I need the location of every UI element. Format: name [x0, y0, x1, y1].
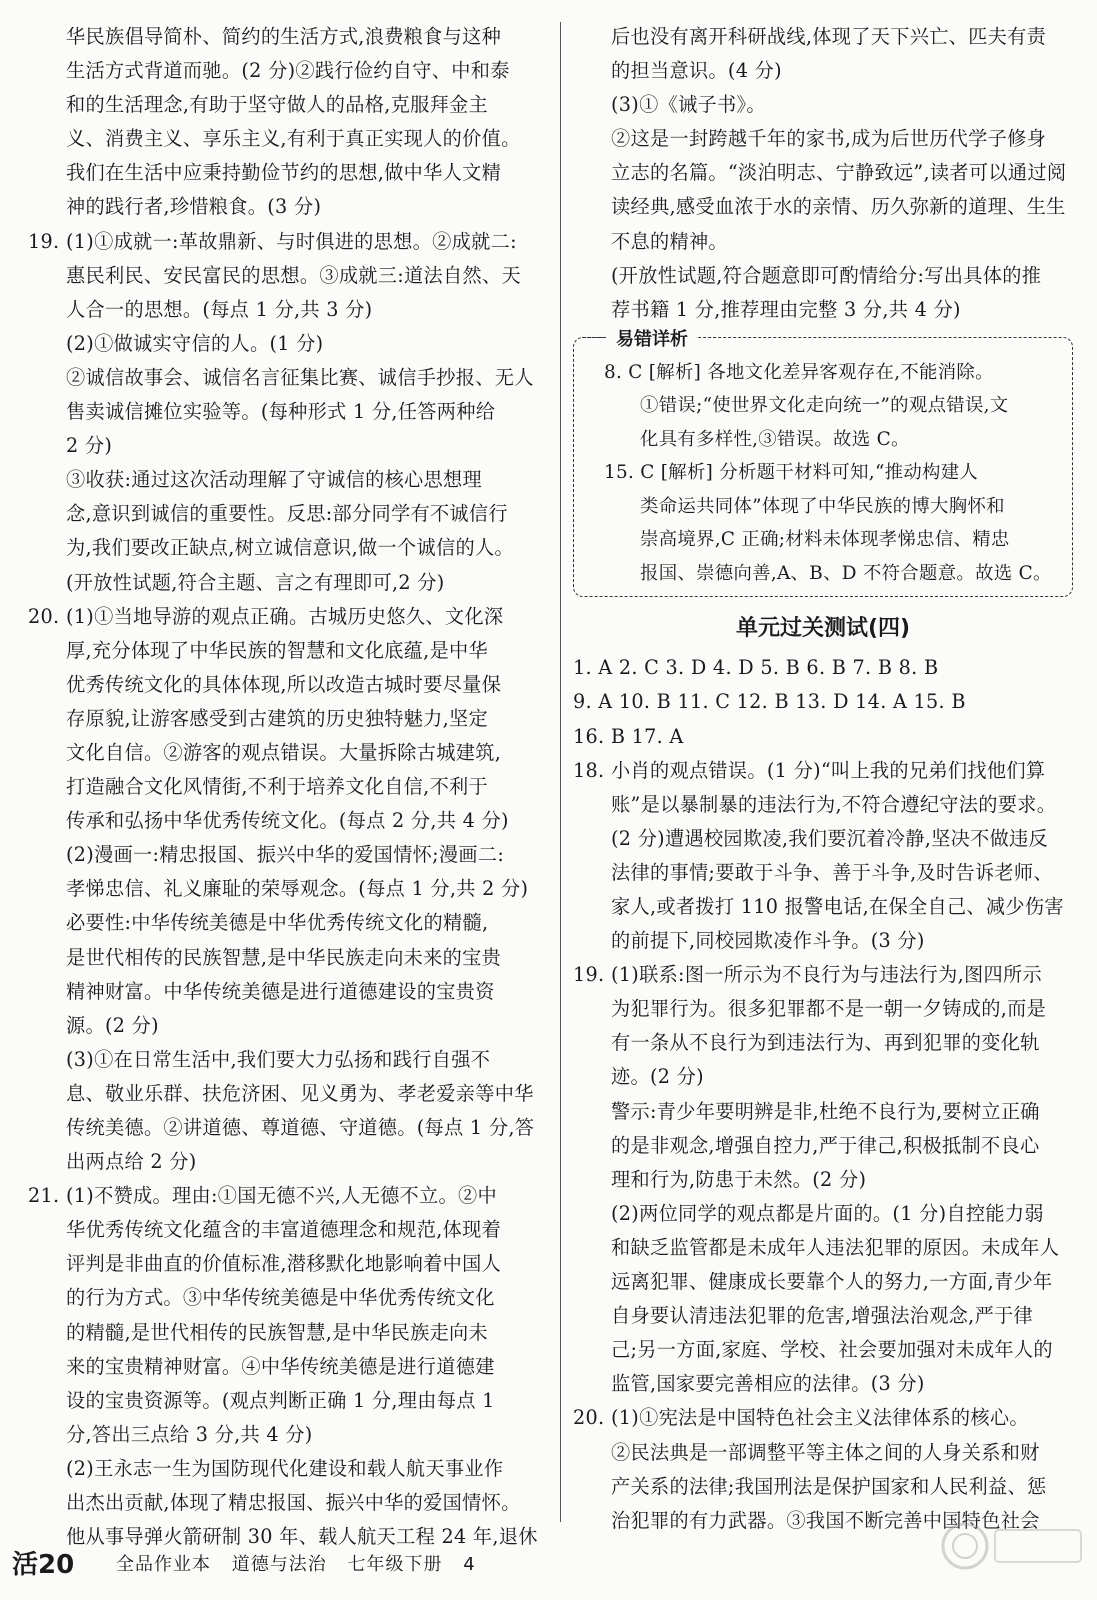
text-line [573, 1299, 1073, 1333]
line-text: 迹。(2 分) [611, 1065, 704, 1089]
right-column [573, 20, 1073, 1538]
answer-continued [573, 20, 1073, 327]
question-number: 21. [28, 1184, 60, 1208]
text-line [573, 1129, 1073, 1163]
text-line [28, 1350, 552, 1384]
line-text: 为犯罪行为。很多犯罪都不是一朝一夕铸成的,而是 [611, 997, 1047, 1021]
question-line [573, 754, 1073, 788]
line-text: 神的践行者,珍惜粮食。(3 分) [66, 195, 322, 219]
text-line [573, 685, 1073, 719]
line-text: (3)①在日常生活中,我们要大力弘扬和践行自强不 [66, 1047, 491, 1071]
line-text: 的精髓,是世代相传的民族智慧,是中华民族走向未 [66, 1320, 489, 1344]
text-line [28, 88, 552, 122]
text-line [573, 190, 1073, 224]
line-text: 自身要认清违法犯罪的危害,增强法治观念,严于律 [611, 1304, 1034, 1328]
text-line [28, 156, 552, 190]
unit-test-answers [573, 651, 1073, 1537]
line-text: 家人,或者拨打 110 报警电话,在保全自己、减少伤害 [611, 895, 1064, 918]
text-line [573, 890, 1073, 924]
line-text: 1. A 2. C 3. D 4. D 5. B 6. B 7. B 8. B [573, 656, 939, 680]
line-text: 产关系的法律;我国刑法是保护国家和人民利益、惩 [611, 1474, 1047, 1498]
line-text: 精神财富。中华传统美德是进行道德建设的宝贵资 [66, 979, 495, 1003]
common-errors-label: 易错详析 [608, 325, 696, 351]
text-line [573, 1265, 1073, 1299]
text-line [28, 804, 552, 838]
line-text: 优秀传统文化的具体体现,所以改造古城时要尽量保 [66, 672, 502, 696]
line-text: 孝悌忠信、礼义廉耻的荣辱观念。(每点 1 分,共 2 分) [66, 877, 529, 901]
line-text: 文化自信。②游客的观点错误。大量拆除古城建筑, [66, 740, 502, 764]
line-text: 我们在生活中应秉持勤俭节约的思想,做中华人文精 [66, 161, 502, 185]
line-text: 立志的名篇。“淡泊明志、宁静致远”,读者可以通过阅 [611, 161, 1067, 185]
line-text: 打造融合文化风情街,不利于培养文化自信,不利于 [66, 775, 489, 799]
text-line [28, 1486, 552, 1520]
line-text: 念,意识到诚信的重要性。反思:部分同学有不诚信行 [66, 502, 508, 526]
text-line [573, 1333, 1073, 1367]
line-text: 华优秀传统文化蕴含的丰富道德理念和规范,体现着 [66, 1218, 502, 1242]
question-number: 19. [573, 963, 605, 987]
text-line [28, 463, 552, 497]
line-text: (2)①做诚实守信的人。(1 分) [66, 331, 324, 355]
line-text: 是世代相传的民族智慧,是中华民族走向未来的宝贵 [66, 945, 502, 969]
question-number: 20. [28, 604, 60, 628]
line-text: 治犯罪的有力武器。③我国不断完善中国特色社会 [611, 1508, 1040, 1532]
text-line [28, 634, 552, 668]
line-text: (3)①《诫子书》。 [611, 93, 766, 117]
question-line [28, 225, 552, 259]
text-line [28, 1077, 552, 1111]
error-analysis-line: 8. C [解析] 各地文化差异客观存在,不能消除。 [604, 361, 994, 383]
line-text: 传统美德。②讲道德、尊道德、守道德。(每点 1 分,答 [66, 1116, 535, 1139]
question-number: 19. [28, 229, 60, 253]
line-text: 法律的事情;要敢于斗争、善于斗争,及时告诉老师、 [611, 860, 1053, 884]
line-text: 必要性:中华传统美德是中华优秀传统文化的精髓, [66, 911, 489, 935]
common-errors-box [573, 328, 1073, 598]
text-line [28, 20, 552, 54]
line-text: 荐书籍 1 分,推荐理由完整 3 分,共 4 分) [611, 297, 961, 321]
text-line [573, 856, 1073, 890]
text-line [573, 1436, 1073, 1470]
text-line [28, 736, 552, 770]
text-line [28, 429, 552, 463]
line-text: 来的宝贵精神财富。④中华传统美德是进行道德建 [66, 1354, 495, 1378]
text-line [28, 122, 552, 156]
question-number: 20. [573, 1406, 605, 1430]
text-line [573, 293, 1073, 327]
subject-name: 道德与法治 [231, 1554, 327, 1575]
line-text: 理和行为,防患于未然。(2 分) [611, 1167, 867, 1191]
text-line [28, 906, 552, 940]
text-line [28, 1043, 552, 1077]
line-text: (1)①宪法是中国特色社会主义法律体系的核心。 [611, 1406, 1029, 1430]
page-footer [0, 1540, 1097, 1580]
line-text: 厚,充分体现了中华民族的智慧和文化底蕴,是中华 [66, 638, 489, 662]
text-line [28, 1213, 552, 1247]
text-line [28, 259, 552, 293]
text-line [28, 361, 552, 395]
line-text: 传承和弘扬中华优秀传统文化。(每点 2 分,共 4 分) [66, 809, 509, 833]
text-line [573, 788, 1073, 822]
line-text: 的行为方式。③中华传统美德是中华优秀传统文化 [66, 1286, 495, 1310]
text-line [573, 1060, 1073, 1094]
line-text: 己;另一方面,家庭、学校、社会要加强对未成年人的 [611, 1338, 1053, 1362]
line-text: 小肖的观点错误。(1 分)“叫上我的兄弟们找他们算 [611, 758, 1046, 782]
text-line [573, 156, 1073, 190]
line-text: 的前提下,同校园欺凌作斗争。(3 分) [611, 929, 925, 953]
line-text: (1)①成就一:革故鼎新、与时俱进的思想。②成就二: [66, 229, 517, 253]
text-line [573, 1197, 1073, 1231]
line-text: 生活方式背道而驰。(2 分)②践行俭约自守、中和泰 [66, 59, 510, 83]
line-text: 的担当意识。(4 分) [611, 59, 782, 83]
line-text: 他从事导弹火箭研制 30 年、载人航天工程 24 年,退休 [66, 1525, 538, 1549]
error-analysis-line: 化具有多样性,③错误。故选 C。 [640, 428, 910, 450]
question-line [28, 1179, 552, 1213]
line-text: 不息的精神。 [611, 229, 728, 253]
line-text: (开放性试题,符合主题、言之有理即可,2 分) [66, 570, 445, 594]
section-title: 单元过关测试(四) [735, 616, 911, 642]
watermark-logo-icon [937, 1516, 1087, 1576]
line-text: (2)两位同学的观点都是片面的。(1 分)自控能力弱 [611, 1201, 1044, 1225]
line-text: (1)不赞成。理由:①国无德不兴,人无德不立。②中 [66, 1184, 497, 1208]
text-line [573, 20, 1073, 54]
common-errors-lines [582, 356, 1064, 591]
text-line [28, 668, 552, 702]
text-line [28, 1384, 552, 1418]
line-text: 后也没有离开科研战线,体现了天下兴亡、匹夫有责 [611, 25, 1047, 48]
book-title [116, 1550, 490, 1576]
text-line [28, 1145, 552, 1179]
text-line [573, 720, 1073, 754]
text-line [573, 1367, 1073, 1401]
line-text: (2)漫画一:精忠报国、振兴中华的爱国情怀;漫画二: [66, 843, 505, 867]
text-line [28, 702, 552, 736]
text-line [573, 1095, 1073, 1129]
text-line [573, 651, 1073, 685]
line-text: 华民族倡导简朴、简约的生活方式,浪费粮食与这种 [66, 25, 502, 48]
text-line [573, 992, 1073, 1026]
text-line [573, 88, 1073, 122]
question-line [28, 600, 552, 634]
line-text: 警示:青少年要明辨是非,杜绝不良行为,要树立正确 [611, 1099, 1040, 1123]
line-text: 设的宝贵资源等。(观点判断正确 1 分,理由每点 1 [66, 1388, 495, 1412]
text-line [28, 1452, 552, 1486]
text-line [573, 1231, 1073, 1265]
line-text: 16. B 17. A [573, 724, 684, 748]
text-line [573, 1163, 1073, 1197]
line-text: 源。(2 分) [66, 1013, 159, 1037]
text-line [28, 497, 552, 531]
text-line [573, 1470, 1073, 1504]
text-line [28, 1247, 552, 1281]
error-analysis-line: 崇高境界,C 正确;材料未体现孝悌忠信、精忠 [640, 529, 1010, 551]
text-line [573, 225, 1073, 259]
line-text: (1)联系:图一所示为不良行为与违法行为,图四所示 [611, 963, 1042, 987]
line-text: 惠民利民、安民富民的思想。③成就三:道法自然、天 [66, 263, 521, 287]
text-line [28, 1009, 552, 1043]
line-text: 读经典,感受血浓于水的亲情、历久弥新的道理、生生 [611, 195, 1066, 219]
line-text: ②诚信故事会、诚信名言征集比赛、诚信手抄报、无人 [66, 365, 534, 389]
line-text: 存原貌,让游客感受到古建筑的历史独特魅力,坚定 [66, 706, 489, 730]
text-line [28, 54, 552, 88]
text-line [28, 1281, 552, 1315]
line-text: 售卖诚信摊位实验等。(每种形式 1 分,任答两种给 [66, 400, 496, 424]
text-line [573, 924, 1073, 958]
text-line [573, 54, 1073, 88]
line-text: 人合一的思想。(每点 1 分,共 3 分) [66, 297, 373, 321]
line-text: (1)①当地导游的观点正确。古城历史悠久、文化深 [66, 604, 504, 628]
line-text: 有一条从不良行为到违法行为、再到犯罪的变化轨 [611, 1031, 1040, 1055]
text-line [28, 838, 552, 872]
error-analysis-line: 15. C [解析] 分析题干材料可知,“推动构建人 [604, 462, 979, 484]
line-text: ②民法典是一部调整平等主体之间的人身关系和财 [611, 1440, 1040, 1464]
line-text: 出两点给 2 分) [66, 1150, 197, 1174]
column-divider [560, 22, 561, 1522]
text-line [28, 1316, 552, 1350]
line-text: 为,我们要改正缺点,树立诚信意识,做一个诚信的人。 [66, 536, 514, 560]
line-text: 和的生活理念,有助于坚守做人的品格,克服拜金主 [66, 93, 489, 117]
page-number: 活20 [12, 1550, 75, 1580]
grade-name: 七年级下册 [347, 1554, 443, 1575]
text-line [573, 259, 1073, 293]
line-text: 远离犯罪、健康成长要靠个人的努力,一方面,青少年 [611, 1270, 1053, 1294]
text-line [28, 872, 552, 906]
line-text: (2 分)遭遇校园欺凌,我们要沉着冷静,坚决不做违反 [611, 826, 1049, 850]
volume-number: 4 [463, 1554, 476, 1575]
error-analysis-line: 报国、崇德向善,A、B、D 不符合题意。故选 C。 [640, 562, 1052, 584]
text-line [28, 770, 552, 804]
error-analysis-line: ①错误;“使世界文化走向统一”的观点错误,文 [640, 395, 1009, 417]
line-text: 和缺乏监管都是未成年人违法犯罪的原因。未成年人 [611, 1235, 1060, 1259]
question-line [573, 958, 1073, 992]
book-name: 全品作业本 [116, 1554, 211, 1575]
text-line [28, 395, 552, 429]
question-number: 18. [573, 758, 605, 782]
line-text: ③收获:通过这次活动理解了守诚信的核心思想理 [66, 468, 483, 492]
line-text: 评判是非曲直的价值标准,潜移默化地影响着中国人 [66, 1252, 502, 1276]
line-text: 出杰出贡献,体现了精忠报国、振兴中华的爱国情怀。 [66, 1491, 521, 1515]
text-line [28, 190, 552, 224]
text-line [573, 822, 1073, 856]
line-text: 义、消费主义、享乐主义,有利于真正实现人的价值。 [66, 127, 521, 151]
line-text: (2)王永志一生为国防现代化建设和载人航天事业作 [66, 1456, 504, 1480]
line-text: (开放性试题,符合题意即可酌情给分:写出具体的推 [611, 263, 1042, 287]
text-line [28, 327, 552, 361]
question-line [573, 1401, 1073, 1435]
text-line [28, 293, 552, 327]
line-text: 分,答出三点给 3 分,共 4 分) [66, 1422, 313, 1446]
line-text: 2 分) [66, 434, 113, 458]
line-text: 9. A 10. B 11. C 12. B 13. D 14. A 15. B [573, 690, 966, 714]
text-line [573, 1026, 1073, 1060]
line-text: 账”是以暴制暴的违法行为,不符合遵纪守法的要求。 [611, 792, 1057, 816]
line-text: ②这是一封跨越千年的家书,成为后世历代学子修身 [611, 127, 1047, 151]
line-text: 的是非观念,增强自控力,严于律己,积极抵制不良心 [611, 1133, 1040, 1157]
error-analysis-line: 类命运共同体”体现了中华民族的博大胸怀和 [640, 495, 1005, 517]
text-line [573, 122, 1073, 156]
left-column [28, 20, 552, 1554]
text-line [28, 531, 552, 565]
line-text: 息、敬业乐群、扶危济困、见义勇为、孝老爱亲等中华 [66, 1081, 534, 1105]
text-line [28, 1111, 552, 1145]
line-text: 监管,国家要完善相应的法律。(3 分) [611, 1372, 925, 1396]
text-line [28, 566, 552, 600]
text-line [28, 975, 552, 1009]
text-line [28, 1418, 552, 1452]
text-line [28, 941, 552, 975]
